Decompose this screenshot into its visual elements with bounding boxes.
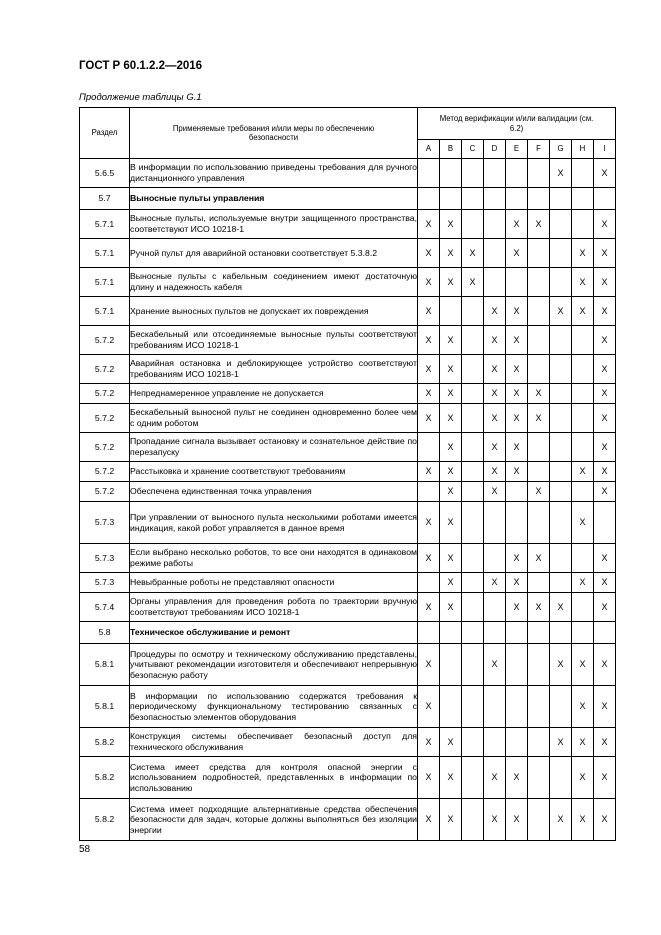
method-mark-c	[462, 433, 484, 462]
table-row	[80, 404, 616, 433]
section-number: 5.6.5	[80, 159, 130, 188]
method-mark-c	[462, 188, 484, 210]
method-mark-c	[462, 686, 484, 728]
table-row	[80, 686, 616, 728]
method-mark-i: X	[594, 799, 616, 841]
table-row	[80, 593, 616, 622]
method-mark-b: X	[440, 433, 462, 462]
method-mark-g	[550, 355, 572, 384]
method-mark-c	[462, 644, 484, 686]
method-mark-b: X	[440, 593, 462, 622]
table-row	[80, 384, 616, 404]
method-mark-g	[550, 482, 572, 502]
method-mark-d: X	[484, 799, 506, 841]
table-row	[80, 355, 616, 384]
method-mark-c	[462, 210, 484, 239]
method-mark-d	[484, 622, 506, 644]
method-mark-f	[528, 799, 550, 841]
method-mark-a: X	[418, 757, 440, 799]
requirement-text: Процедуры по осмотру и техническому обслуживанию представлены, учитывают рекомендации изготовителя и обеспечивают непрерывную безопасную работу	[130, 644, 418, 686]
method-mark-b	[440, 297, 462, 326]
method-mark-g	[550, 326, 572, 355]
section-number: 5.7.2	[80, 433, 130, 462]
method-mark-h	[572, 593, 594, 622]
method-mark-b: X	[440, 757, 462, 799]
method-mark-g: X	[550, 159, 572, 188]
method-mark-e	[506, 622, 528, 644]
method-mark-i: X	[594, 593, 616, 622]
method-mark-a: X	[418, 502, 440, 544]
table-row	[80, 159, 616, 188]
table-row	[80, 799, 616, 841]
column-header-g: G	[550, 140, 572, 159]
method-mark-b: X	[440, 482, 462, 502]
requirement-text: Выносные пульты, используемые внутри защищенного пространства, соответствуют ИСО 10218-1	[130, 210, 418, 239]
method-mark-a: X	[418, 404, 440, 433]
method-mark-e: X	[506, 404, 528, 433]
method-mark-c	[462, 159, 484, 188]
method-mark-e	[506, 728, 528, 757]
table-row	[80, 462, 616, 482]
method-mark-g: X	[550, 728, 572, 757]
table-row	[80, 482, 616, 502]
method-mark-h	[572, 544, 594, 573]
method-mark-e: X	[506, 757, 528, 799]
method-mark-d: X	[484, 644, 506, 686]
method-mark-e	[506, 502, 528, 544]
method-mark-i: X	[594, 757, 616, 799]
header-method: Метод верификации и/или валидации (см. 6.2)	[418, 108, 616, 140]
method-mark-f	[528, 757, 550, 799]
method-mark-g: X	[550, 644, 572, 686]
method-mark-d: X	[484, 433, 506, 462]
method-mark-a: X	[418, 210, 440, 239]
method-mark-e: X	[506, 462, 528, 482]
method-mark-i	[594, 188, 616, 210]
method-mark-f	[528, 239, 550, 268]
method-mark-f: X	[528, 593, 550, 622]
method-mark-h	[572, 210, 594, 239]
method-mark-d	[484, 728, 506, 757]
section-title: Техническое обслуживание и ремонт	[130, 622, 418, 644]
requirement-text: Система имеет подходящие альтернативные средства обеспечения безопасности для задач, которые должны выполняться без изоляции энергии	[130, 799, 418, 841]
method-mark-c	[462, 544, 484, 573]
method-mark-f	[528, 644, 550, 686]
method-mark-g	[550, 544, 572, 573]
requirement-text: Органы управления для проведения робота по траектории вручную соответствуют требованиям ИСО 10218-1	[130, 593, 418, 622]
method-mark-c	[462, 482, 484, 502]
section-row	[80, 622, 616, 644]
method-mark-d	[484, 159, 506, 188]
method-mark-h: X	[572, 757, 594, 799]
method-mark-g	[550, 433, 572, 462]
method-mark-i: X	[594, 404, 616, 433]
method-mark-c	[462, 799, 484, 841]
method-mark-g	[550, 239, 572, 268]
section-number: 5.7.3	[80, 502, 130, 544]
method-mark-d: X	[484, 462, 506, 482]
method-mark-g	[550, 210, 572, 239]
method-mark-d: X	[484, 326, 506, 355]
method-mark-f: X	[528, 384, 550, 404]
method-mark-a: X	[418, 268, 440, 297]
method-mark-g: X	[550, 799, 572, 841]
requirement-text: Система имеет средства для контроля опасной энергии с использованием подробностей, представленных в информации по использованию	[130, 757, 418, 799]
section-number: 5.7.1	[80, 239, 130, 268]
method-mark-a: X	[418, 384, 440, 404]
section-number: 5.7	[80, 188, 130, 210]
table-row	[80, 268, 616, 297]
method-mark-d: X	[484, 404, 506, 433]
method-mark-h: X	[572, 268, 594, 297]
method-mark-h: X	[572, 644, 594, 686]
method-mark-f: X	[528, 482, 550, 502]
requirement-text: Выносные пульты с кабельным соединением имеют достаточную длину и надежность кабеля	[130, 268, 418, 297]
table-row	[80, 573, 616, 593]
method-mark-i: X	[594, 268, 616, 297]
method-mark-d	[484, 188, 506, 210]
method-mark-g	[550, 384, 572, 404]
method-mark-e: X	[506, 593, 528, 622]
method-mark-e	[506, 644, 528, 686]
method-mark-f	[528, 573, 550, 593]
section-number: 5.8.1	[80, 644, 130, 686]
method-mark-f	[528, 297, 550, 326]
requirement-text: В информации по использованию содержатся требования к периодическому функциональному тестированию связанных с безопасностью элементов оборудования	[130, 686, 418, 728]
method-mark-b: X	[440, 326, 462, 355]
column-header-a: A	[418, 140, 440, 159]
method-mark-h	[572, 404, 594, 433]
method-mark-b	[440, 644, 462, 686]
method-mark-a: X	[418, 799, 440, 841]
method-mark-a	[418, 159, 440, 188]
method-mark-e: X	[506, 433, 528, 462]
column-header-d: D	[484, 140, 506, 159]
method-mark-c: X	[462, 268, 484, 297]
section-number: 5.8.2	[80, 757, 130, 799]
requirement-text: Обеспечена единственная точка управления	[130, 482, 418, 502]
method-mark-a: X	[418, 686, 440, 728]
method-mark-b: X	[440, 728, 462, 757]
method-mark-d: X	[484, 757, 506, 799]
method-mark-i: X	[594, 159, 616, 188]
section-number: 5.7.4	[80, 593, 130, 622]
method-mark-c	[462, 384, 484, 404]
method-mark-f	[528, 728, 550, 757]
method-mark-i: X	[594, 686, 616, 728]
method-mark-h: X	[572, 239, 594, 268]
table-row	[80, 239, 616, 268]
method-mark-h: X	[572, 728, 594, 757]
table-row	[80, 433, 616, 462]
requirement-text: Непреднамеренное управление не допускается	[130, 384, 418, 404]
requirement-text: Расстыковка и хранение соответствуют требованиям	[130, 462, 418, 482]
method-mark-f: X	[528, 404, 550, 433]
section-title: Выносные пульты управления	[130, 188, 418, 210]
column-header-h: H	[572, 140, 594, 159]
method-mark-h	[572, 622, 594, 644]
section-number: 5.8.2	[80, 728, 130, 757]
method-mark-g	[550, 268, 572, 297]
header-requirements: Применяемые требования и/или меры по обеспечению безопасности	[130, 108, 418, 159]
method-mark-d	[484, 239, 506, 268]
method-mark-a: X	[418, 326, 440, 355]
method-mark-f: X	[528, 544, 550, 573]
method-mark-e	[506, 268, 528, 297]
method-mark-f	[528, 159, 550, 188]
method-mark-c	[462, 728, 484, 757]
method-mark-a: X	[418, 355, 440, 384]
method-mark-b: X	[440, 544, 462, 573]
section-number: 5.8	[80, 622, 130, 644]
method-mark-e: X	[506, 799, 528, 841]
method-mark-a: X	[418, 593, 440, 622]
method-mark-h	[572, 159, 594, 188]
method-mark-a: X	[418, 644, 440, 686]
table-row	[80, 326, 616, 355]
method-mark-c	[462, 622, 484, 644]
method-mark-b	[440, 622, 462, 644]
method-mark-c	[462, 355, 484, 384]
method-mark-e: X	[506, 384, 528, 404]
method-mark-b: X	[440, 462, 462, 482]
method-mark-d	[484, 544, 506, 573]
method-mark-i: X	[594, 433, 616, 462]
method-mark-b: X	[440, 799, 462, 841]
requirement-text: Конструкция системы обеспечивает безопасный доступ для технического обслуживания	[130, 728, 418, 757]
method-mark-h: X	[572, 573, 594, 593]
section-number: 5.7.1	[80, 210, 130, 239]
method-mark-g	[550, 757, 572, 799]
method-mark-g	[550, 188, 572, 210]
method-mark-d	[484, 210, 506, 239]
table-row	[80, 728, 616, 757]
method-mark-f	[528, 686, 550, 728]
section-number: 5.7.2	[80, 326, 130, 355]
method-mark-d	[484, 268, 506, 297]
requirement-text: Бескабельный или отсоединяемые выносные пульты соответствуют требованиям ИСО 10218-1	[130, 326, 418, 355]
method-mark-i: X	[594, 544, 616, 573]
method-mark-a	[418, 622, 440, 644]
method-mark-c	[462, 502, 484, 544]
method-mark-b: X	[440, 404, 462, 433]
method-mark-d: X	[484, 384, 506, 404]
table-row	[80, 210, 616, 239]
method-mark-i: X	[594, 210, 616, 239]
method-mark-b: X	[440, 384, 462, 404]
method-mark-d	[484, 502, 506, 544]
method-mark-e: X	[506, 544, 528, 573]
section-number: 5.8.1	[80, 686, 130, 728]
table-row	[80, 297, 616, 326]
method-mark-c	[462, 462, 484, 482]
method-mark-f	[528, 326, 550, 355]
method-mark-h: X	[572, 502, 594, 544]
method-mark-g	[550, 573, 572, 593]
column-header-c: C	[462, 140, 484, 159]
method-mark-h: X	[572, 297, 594, 326]
method-mark-a: X	[418, 544, 440, 573]
method-mark-c: X	[462, 239, 484, 268]
section-number: 5.8.2	[80, 799, 130, 841]
table-row	[80, 644, 616, 686]
table-row	[80, 544, 616, 573]
method-mark-e: X	[506, 239, 528, 268]
method-mark-b: X	[440, 355, 462, 384]
method-mark-g	[550, 404, 572, 433]
method-mark-h	[572, 326, 594, 355]
method-mark-c	[462, 593, 484, 622]
method-mark-h: X	[572, 686, 594, 728]
method-mark-g	[550, 462, 572, 482]
document-title: ГОСТ Р 60.1.2.2—2016	[79, 60, 203, 72]
method-mark-h: X	[572, 799, 594, 841]
method-mark-b: X	[440, 573, 462, 593]
section-number: 5.7.2	[80, 404, 130, 433]
column-header-i: I	[594, 140, 616, 159]
section-number: 5.7.2	[80, 355, 130, 384]
table-row	[80, 757, 616, 799]
requirement-text: Невыбранные роботы не представляют опасности	[130, 573, 418, 593]
method-mark-i: X	[594, 482, 616, 502]
method-mark-d: X	[484, 573, 506, 593]
method-mark-g	[550, 622, 572, 644]
method-mark-d: X	[484, 297, 506, 326]
method-mark-g: X	[550, 593, 572, 622]
method-mark-e: X	[506, 355, 528, 384]
method-mark-e	[506, 159, 528, 188]
method-mark-c	[462, 757, 484, 799]
method-mark-i	[594, 622, 616, 644]
section-number: 5.7.2	[80, 462, 130, 482]
method-mark-f	[528, 622, 550, 644]
page-number: 58	[79, 844, 91, 855]
method-mark-h: X	[572, 462, 594, 482]
method-mark-e: X	[506, 573, 528, 593]
method-mark-e	[506, 686, 528, 728]
section-number: 5.7.1	[80, 268, 130, 297]
method-mark-g	[550, 686, 572, 728]
section-number: 5.7.3	[80, 573, 130, 593]
method-mark-a	[418, 482, 440, 502]
method-mark-f	[528, 355, 550, 384]
section-number: 5.7.2	[80, 384, 130, 404]
method-mark-b: X	[440, 239, 462, 268]
method-mark-a: X	[418, 728, 440, 757]
column-header-f: F	[528, 140, 550, 159]
method-mark-f	[528, 433, 550, 462]
method-mark-g: X	[550, 297, 572, 326]
method-mark-a: X	[418, 297, 440, 326]
method-mark-i: X	[594, 355, 616, 384]
method-mark-f	[528, 502, 550, 544]
method-mark-a	[418, 433, 440, 462]
method-mark-f	[528, 188, 550, 210]
method-mark-d	[484, 593, 506, 622]
requirement-text: В информации по использованию приведены требования для ручного дистанционного управления	[130, 159, 418, 188]
method-mark-g	[550, 502, 572, 544]
method-mark-a	[418, 188, 440, 210]
method-mark-e: X	[506, 297, 528, 326]
method-mark-c	[462, 404, 484, 433]
method-mark-e: X	[506, 326, 528, 355]
method-mark-h	[572, 384, 594, 404]
method-mark-h	[572, 355, 594, 384]
method-mark-b: X	[440, 268, 462, 297]
method-mark-i: X	[594, 326, 616, 355]
method-mark-b: X	[440, 502, 462, 544]
method-mark-c	[462, 326, 484, 355]
method-mark-e	[506, 188, 528, 210]
method-mark-i	[594, 502, 616, 544]
method-mark-f: X	[528, 210, 550, 239]
section-number: 5.7.2	[80, 482, 130, 502]
verification-table	[79, 107, 616, 841]
method-mark-f	[528, 462, 550, 482]
method-mark-h	[572, 433, 594, 462]
method-mark-i: X	[594, 462, 616, 482]
requirement-text: Аварийная остановка и деблокирующее устройство соответствуют требованиям ИСО 10218-1	[130, 355, 418, 384]
table-caption: Продолжение таблицы G.1	[79, 92, 202, 103]
method-mark-c	[462, 297, 484, 326]
requirement-text: Ручной пульт для аварийной остановки соответствует 5.3.8.2	[130, 239, 418, 268]
method-mark-i: X	[594, 239, 616, 268]
method-mark-d	[484, 686, 506, 728]
section-number: 5.7.1	[80, 297, 130, 326]
method-mark-e: X	[506, 210, 528, 239]
method-mark-a: X	[418, 462, 440, 482]
method-mark-c	[462, 573, 484, 593]
method-mark-i: X	[594, 728, 616, 757]
requirement-text: Пропадание сигнала вызывает остановку и сознательное действие по перезапуску	[130, 433, 418, 462]
method-mark-b: X	[440, 210, 462, 239]
requirement-text: Если выбрано несколько роботов, то все они находятся в одинаковом режиме работы	[130, 544, 418, 573]
method-mark-h	[572, 482, 594, 502]
method-mark-a	[418, 573, 440, 593]
section-number: 5.7.3	[80, 544, 130, 573]
section-row	[80, 188, 616, 210]
method-mark-d: X	[484, 355, 506, 384]
column-header-e: E	[506, 140, 528, 159]
method-mark-b	[440, 686, 462, 728]
method-mark-f	[528, 268, 550, 297]
table-row	[80, 502, 616, 544]
method-mark-i: X	[594, 573, 616, 593]
method-mark-d: X	[484, 482, 506, 502]
method-mark-e	[506, 482, 528, 502]
method-mark-i: X	[594, 297, 616, 326]
requirement-text: При управлении от выносного пульта несколькими роботами имеется индикация, какой робот управляется в данное время	[130, 502, 418, 544]
requirement-text: Бескабельный выносной пульт не соединен одновременно более чем с одним роботом	[130, 404, 418, 433]
method-mark-i: X	[594, 644, 616, 686]
method-mark-i: X	[594, 384, 616, 404]
method-mark-b	[440, 188, 462, 210]
method-mark-a: X	[418, 239, 440, 268]
requirement-text: Хранение выносных пультов не допускает их повреждения	[130, 297, 418, 326]
column-header-b: B	[440, 140, 462, 159]
header-section: Раздел	[80, 108, 130, 159]
method-mark-b	[440, 159, 462, 188]
method-mark-h	[572, 188, 594, 210]
